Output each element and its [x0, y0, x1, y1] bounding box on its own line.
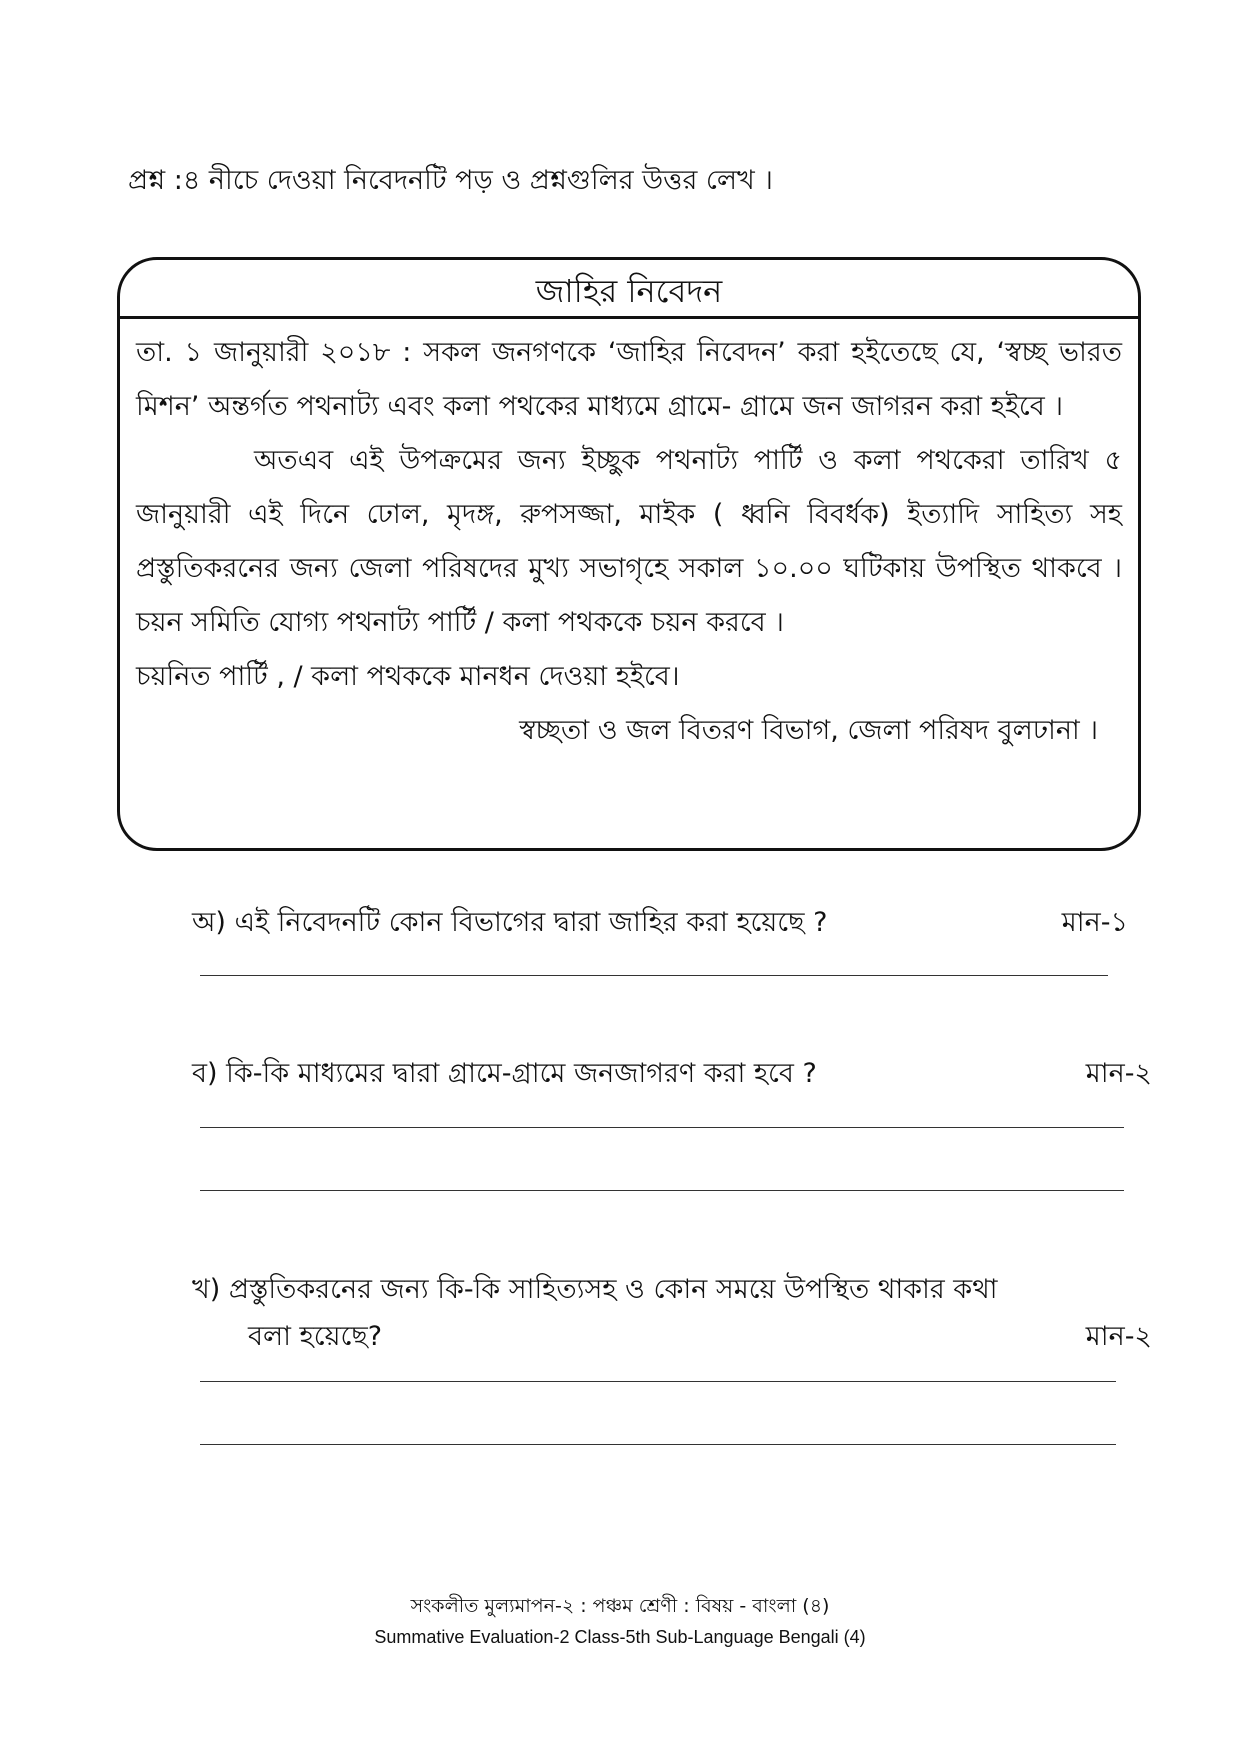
footer-english: Summative Evaluation-2 Class-5th Sub-Language Bengali (4)	[374, 1627, 866, 1647]
notice-box	[117, 257, 1141, 851]
sub-question-a-marks: মান-১	[1061, 907, 1128, 938]
sub-question-b-marks: মান-২	[1085, 1058, 1152, 1089]
sub-question-c-marks: মান-২	[1085, 1321, 1152, 1352]
answer-line-c-1[interactable]	[200, 1381, 1116, 1382]
answer-line-c-2[interactable]	[200, 1444, 1116, 1445]
answer-line-b-1[interactable]	[200, 1127, 1124, 1128]
notice-signature: স্বচ্ছতা ও জল বিতরণ বিভাগ, জেলা পরিষদ বুলঢানা ।	[519, 715, 1098, 746]
notice-paragraph-1: তা. ১ জানুয়ারী ২০১৮ : সকল জনগণকে ‘জাহির নিবেদন’ করা হইতেছে যে, ‘স্বচ্ছ ভারত মিশন’ অন্তর্গত পথনাট্য এবং কলা পথকের মাধ্যমে গ্রামে- গ্রামে জন জাগরন করা হইবে ।	[136, 337, 1122, 422]
notice-paragraph-3: চয়নিত পার্টি , / কলা পথককে মানধন দেওয়া হইবে।	[136, 661, 680, 692]
footer-bengali: সংকলীত মুল্যমাপন-২ : পঞ্চম শ্রেণী : বিষয় - বাংলা (৪)	[410, 1595, 830, 1617]
notice-divider	[120, 316, 1138, 319]
sub-question-c-line-2: বলা হয়েছে?	[248, 1321, 383, 1352]
answer-line-a-1[interactable]	[200, 975, 1108, 976]
question-heading: প্রশ্ন :৪ নীচে দেওয়া নিবেদনটি পড় ও প্রশ্নগুলির উত্তর লেখ ।	[128, 165, 773, 196]
sub-question-c-line-1: খ) প্রস্তুতিকরনের জন্য কি-কি সাহিত্যসহ ও কোন সময়ে উপস্থিত থাকার কথা	[192, 1274, 998, 1305]
notice-body	[136, 326, 1122, 758]
notice-title: জাহির নিবেদন	[535, 272, 723, 310]
sub-question-a: অ) এই নিবেদনটি কোন বিভাগের দ্বারা জাহির করা হয়েছে ?	[192, 907, 828, 938]
sub-question-b: ব) কি-কি মাধ্যমের দ্বারা গ্রামে-গ্রামে জনজাগরণ করা হবে ?	[192, 1058, 817, 1089]
answer-line-b-2[interactable]	[200, 1190, 1124, 1191]
notice-paragraph-2: অতএব এই উপক্রমের জন্য ইচ্ছুক পথনাট্য পার্টি ও কলা পথকেরা তারিখ ৫ জানুয়ারী এই দিনে ঢোল, মৃদঙ্গ, রুপসজ্জা, মাইক ( ধ্বনি বিবর্ধক) ইত্যাদি সাহিত্য সহ প্রস্তুতিকরনের জন্য জেলা পরিষদের মুখ্য সভাগৃহে সকাল ১০.০০ ঘটিকায় উপস্থিত থাকবে । চয়ন সমিতি যোগ্য পথনাট্য পার্টি / কলা পথককে চয়ন করবে ।	[136, 445, 1122, 638]
